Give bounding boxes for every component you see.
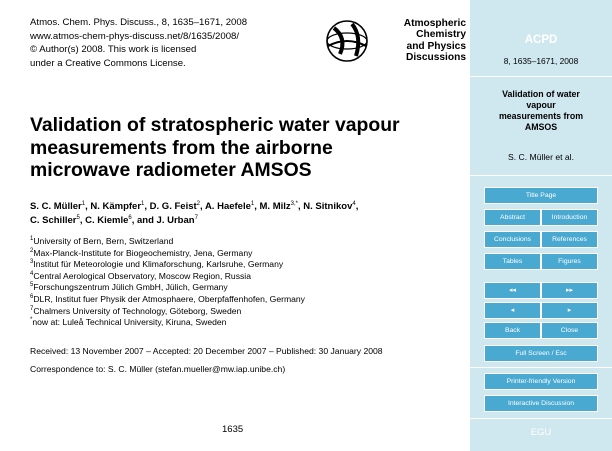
sidebar-divider bbox=[470, 175, 612, 176]
paper-title bbox=[30, 114, 460, 182]
affiliation bbox=[30, 282, 460, 294]
author-affiliation-marker: 2 bbox=[196, 200, 200, 207]
publication-dates: Received: 13 November 2007 – Accepted: 20 December 2007 – Published: 30 January 2008 bbox=[30, 346, 383, 356]
affiliation bbox=[30, 271, 460, 283]
first-page-button[interactable] bbox=[484, 282, 541, 299]
affiliation-marker: 4 bbox=[30, 270, 34, 277]
affiliation-marker: 1 bbox=[30, 236, 34, 243]
globe-logo-icon bbox=[322, 16, 372, 66]
author-affiliation-marker: 5 bbox=[76, 214, 80, 221]
affiliation-list bbox=[30, 236, 460, 329]
author-separator: , bbox=[85, 201, 91, 212]
header-line-license: under a Creative Commons License. bbox=[30, 57, 186, 69]
last-page-button[interactable] bbox=[541, 282, 598, 299]
author-affiliation-marker: 1 bbox=[81, 200, 86, 207]
logo-line: and Physics bbox=[406, 40, 466, 52]
author-separator: , bbox=[254, 201, 260, 212]
author-name: M. Milz bbox=[259, 201, 291, 212]
tables-button[interactable]: Tables bbox=[484, 253, 541, 270]
sidebar-divider bbox=[470, 367, 612, 368]
author-affiliation-marker: 1 bbox=[141, 200, 145, 207]
author-name: S. C. Müller bbox=[30, 201, 82, 212]
arrow-left-icon: ◂ bbox=[510, 307, 515, 314]
sidebar-title-line: Validation of water bbox=[502, 89, 580, 99]
affiliation-text: University of Bern, Bern, Switzerland bbox=[33, 236, 174, 246]
author bbox=[205, 201, 260, 212]
author-separator: , bbox=[297, 201, 304, 212]
close-button[interactable]: Close bbox=[541, 322, 598, 339]
affiliation-text: Central Aerological Observatory, Moscow Region, Russia bbox=[33, 270, 251, 281]
interactive-discussion-button[interactable]: Interactive Discussion bbox=[484, 395, 598, 412]
affiliation bbox=[30, 317, 460, 329]
sidebar-journal: ACPD bbox=[524, 34, 558, 46]
header-line-url: www.atmos-chem-phys-discuss.net/8/1635/2008/ bbox=[30, 30, 240, 42]
previous-page-button[interactable] bbox=[484, 302, 541, 319]
sidebar-title-line: AMSOS bbox=[524, 122, 558, 132]
author-affiliation-marker: 3,* bbox=[290, 200, 298, 207]
logo-wordmark bbox=[372, 18, 466, 64]
author-name: N. Kämpfer bbox=[90, 201, 142, 212]
correspondence: Correspondence to: S. C. Müller (stefan.mueller@mw.iap.unibe.ch) bbox=[30, 364, 286, 374]
affiliation-text: Forschungszentrum Jülich GmbH, Jülich, Germany bbox=[33, 282, 228, 293]
sidebar-title-line: vapour bbox=[526, 100, 556, 110]
author bbox=[90, 201, 149, 212]
sidebar-divider bbox=[470, 76, 612, 77]
affiliation-marker: 5 bbox=[30, 282, 34, 289]
author-name: A. Haefele bbox=[204, 201, 251, 212]
journal-header bbox=[30, 16, 247, 70]
author bbox=[30, 201, 90, 212]
title-page-button[interactable]: Title Page bbox=[484, 187, 598, 204]
author-name: C. Kiemle bbox=[85, 214, 129, 226]
title-line: Validation of stratospheric water vapour bbox=[30, 114, 400, 136]
author bbox=[157, 215, 198, 226]
figures-button[interactable]: Figures bbox=[541, 253, 598, 270]
affiliation bbox=[30, 259, 460, 271]
sidebar-authors: S. C. Müller et al. bbox=[508, 152, 574, 162]
author-separator: , and bbox=[131, 214, 157, 226]
affiliation bbox=[30, 306, 460, 318]
journal-logo bbox=[320, 14, 470, 76]
next-page-button[interactable] bbox=[541, 302, 598, 319]
sidebar-title-line: measurements from bbox=[498, 111, 584, 121]
author bbox=[85, 215, 156, 226]
sidebar-divider bbox=[470, 418, 612, 419]
author-separator: , bbox=[144, 201, 150, 212]
header-line-citation: Atmos. Chem. Phys. Discuss., 8, 1635–1671, 2008 bbox=[30, 17, 248, 28]
author-list bbox=[30, 200, 460, 227]
author bbox=[260, 201, 304, 212]
author-name: D. G. Feist bbox=[149, 201, 197, 212]
abstract-button[interactable]: Abstract bbox=[484, 209, 541, 226]
fullscreen-button[interactable]: Full Screen / Esc bbox=[484, 345, 598, 362]
header-line-copyright: © Author(s) 2008. This work is licensed bbox=[30, 44, 197, 56]
affiliation bbox=[30, 294, 460, 306]
author-name: C. Schiller bbox=[30, 214, 77, 226]
sidebar-paper-title bbox=[478, 89, 604, 133]
affiliation-marker: 3 bbox=[30, 259, 34, 266]
title-line: microwave radiometer AMSOS bbox=[30, 159, 312, 181]
author-separator: , bbox=[355, 201, 359, 212]
references-button[interactable]: References bbox=[541, 231, 598, 248]
conclusions-button[interactable]: Conclusions bbox=[484, 231, 541, 248]
affiliation-marker: * bbox=[30, 317, 33, 324]
affiliation-text: Chalmers University of Technology, Göteborg, Sweden bbox=[33, 305, 242, 316]
title-line: measurements from the airborne bbox=[30, 136, 333, 159]
affiliation-marker: 6 bbox=[30, 294, 34, 301]
sidebar-reference: 8, 1635–1671, 2008 bbox=[503, 56, 579, 66]
printer-friendly-button[interactable]: Printer-friendly Version bbox=[484, 373, 598, 390]
page-number: 1635 bbox=[222, 424, 244, 435]
author-affiliation-marker: 1 bbox=[250, 200, 255, 207]
affiliation-text: Max-Planck-Institute for Biogeochemistry, Jena, Germany bbox=[33, 247, 253, 258]
logo-line: Atmospheric bbox=[403, 18, 466, 29]
author-name: N. Sitnikov bbox=[303, 201, 353, 212]
author bbox=[303, 201, 358, 212]
skip-forward-icon: ▸▸ bbox=[565, 287, 574, 294]
introduction-button[interactable]: Introduction bbox=[541, 209, 598, 226]
author-affiliation-marker: 4 bbox=[352, 200, 356, 207]
author-separator: , bbox=[200, 201, 205, 212]
author-separator: , bbox=[79, 214, 86, 226]
skip-back-icon: ◂◂ bbox=[508, 287, 517, 294]
affiliation bbox=[30, 248, 460, 260]
author-affiliation-marker: 7 bbox=[194, 214, 198, 221]
egu-label: EGU bbox=[530, 427, 552, 438]
affiliation-text: DLR, Institut fuer Physik der Atmosphaere, Oberpfaffenhofen, Germany bbox=[33, 293, 305, 304]
logo-line: Discussions bbox=[405, 52, 466, 64]
affiliation-marker: 2 bbox=[30, 247, 34, 254]
affiliation bbox=[30, 236, 460, 248]
author-affiliation-marker: 6 bbox=[128, 214, 132, 221]
affiliation-text: now at: Luleå Technical University, Kiruna, Sweden bbox=[32, 317, 227, 328]
arrow-right-icon: ▸ bbox=[567, 307, 572, 314]
navigation-sidebar bbox=[470, 0, 612, 451]
back-button[interactable]: Back bbox=[484, 322, 541, 339]
author bbox=[150, 201, 205, 212]
affiliation-marker: 7 bbox=[30, 305, 34, 312]
affiliation-text: Institut für Meteorologie und Klimaforschung, Karlsruhe, Germany bbox=[33, 259, 284, 270]
author bbox=[30, 215, 85, 226]
author-name: J. Urban bbox=[156, 214, 195, 226]
logo-line: Chemistry bbox=[416, 29, 466, 41]
